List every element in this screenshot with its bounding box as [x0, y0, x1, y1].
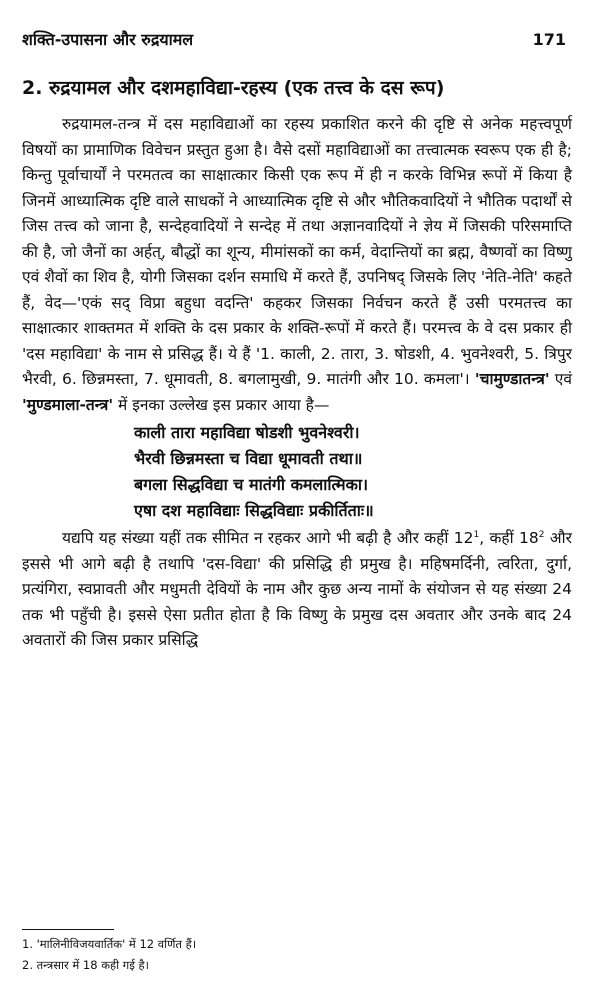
page-number: 171 — [532, 29, 566, 49]
verse-line: काली तारा महाविद्या षोडशी भुवनेश्वरी। — [134, 423, 360, 442]
footnotes — [22, 934, 572, 976]
conjunction-text: एवं — [549, 370, 572, 388]
section-heading: 2. रुद्रयामल और दशमहाविद्या-रहस्य (एक तत्त्व के दस रूप) — [22, 77, 445, 99]
footnote-divider — [22, 929, 114, 930]
running-header — [22, 26, 566, 52]
source-chamunda-tantra: 'चामुण्डातन्त्र' — [474, 370, 550, 388]
footnote-ref-2[interactable]: 2 — [538, 529, 545, 540]
body-text — [22, 112, 572, 654]
source-mundamala-tantra: 'मुण्डमाला-तन्त्र' — [22, 395, 114, 414]
running-title: शक्ति-उपासना और रुद्रयामल — [22, 30, 194, 49]
footnote-2: 2. तन्त्रसार में 18 कही गई है। — [22, 958, 150, 972]
paragraph-2-text-b: , कहीं 18 — [479, 529, 539, 547]
verse-line: एषा दश महाविद्याः सिद्धविद्याः प्रकीर्तिताः॥ — [134, 501, 374, 520]
paragraph-2 — [22, 526, 572, 654]
paragraph-2-text-a: यद्यपि यह संख्या यहीं तक सीमित न रहकर आगे भी बढ़ी है और कहीं 12 — [62, 529, 474, 547]
verse-line: बगला सिद्धविद्या च मातंगी कमलात्मिका। — [134, 475, 369, 494]
verse-line: भैरवी छिन्नमस्ता च विद्या धूमावती तथा॥ — [134, 449, 363, 468]
paragraph-1-tail: में इनका उल्लेख इस प्रकार आया है— — [113, 395, 330, 414]
paragraph-1 — [22, 112, 572, 418]
sanskrit-verse — [22, 420, 572, 524]
footnote-1: 1. 'मालिनीविजयवार्तिक' में 12 वर्णित हैं। — [22, 937, 197, 951]
paragraph-2-text-c: और इससे भी आगे बढ़ी है तथापि 'दस-विद्या' की प्रसिद्धि ही प्रमुख है। महिषमर्दिनी, त्वरिता, दुर्गा, प्रत्यंगिरा, स्वप्नावती और मधुमती देवियों के नाम और कुछ अन्य नामों के संयोजन से यह संख्या 24 तक भी पहुँची है। इससे ऐसा प्रतीत होता है कि विष्णु के प्रमुख दस अवतार और उनके बाद 24 अवतारों की जिस प्रकार प्रसिद्धि — [22, 529, 572, 649]
paragraph-1-text: रुद्रयामल-तन्त्र में दस महाविद्याओं का रहस्य प्रकाशित करने की दृष्टि से अनेक महत्त्वपूर्ण विषयों का प्रामाणिक विवेचन प्रस्तुत हुआ है। वैसे दसों महाविद्याओं का तत्त्वात्मक स्वरूप एक ही है; किन्तु पूर्वाचार्यों ने परमतत्व का साक्षात्कार किसी एक रूप में ही न करके विभिन्न रूपों में किया है जिनमें आध्यात्मिक दृष्टि वाले साधकों ने आध्यात्मिक दृष्टि से और भौतिकवादियों ने भौतिक पदार्थों से जिस तत्त्व को जाना है, सन्देहवादियों ने सन्देह में तथा अज्ञानवादियों ने ज्ञेय में जिसकी परिसमाप्ति की है, जो जैनों का अर्हत्, बौद्धों का शून्य, मीमांसकों का कर्म, वेदान्तियों का ब्रह्म, वैष्णवों का विष्णु एवं शैवों का शिव है, योगी जिसका दर्शन समाधि में करते हैं, उपनिषद् जिसके लिए 'नेति-नेति' कहते हैं, वेद—'एकं सद् विप्रा बहुधा वदन्ति' कहकर जिसका निर्वचन करते हैं उसी परमतत्त्व का साक्षात्कार शाक्तमत में शक्ति के दस प्रकार के शक्ति-रूपों में करते हैं। परमत्त्व के वे दस प्रकार ही 'दस महाविद्या' के नाम से प्रसिद्ध हैं। ये हैं '1. काली, 2. तारा, 3. षोडशी, 4. भुवनेश्वरी, 5. त्रिपुर भैरवी, 6. छिन्नमस्ता, 7. धूमावती, 8. बगलामुखी, 9. मातंगी और 10. कमला'। — [22, 115, 572, 388]
footnote-ref-1[interactable]: 1 — [473, 529, 480, 540]
